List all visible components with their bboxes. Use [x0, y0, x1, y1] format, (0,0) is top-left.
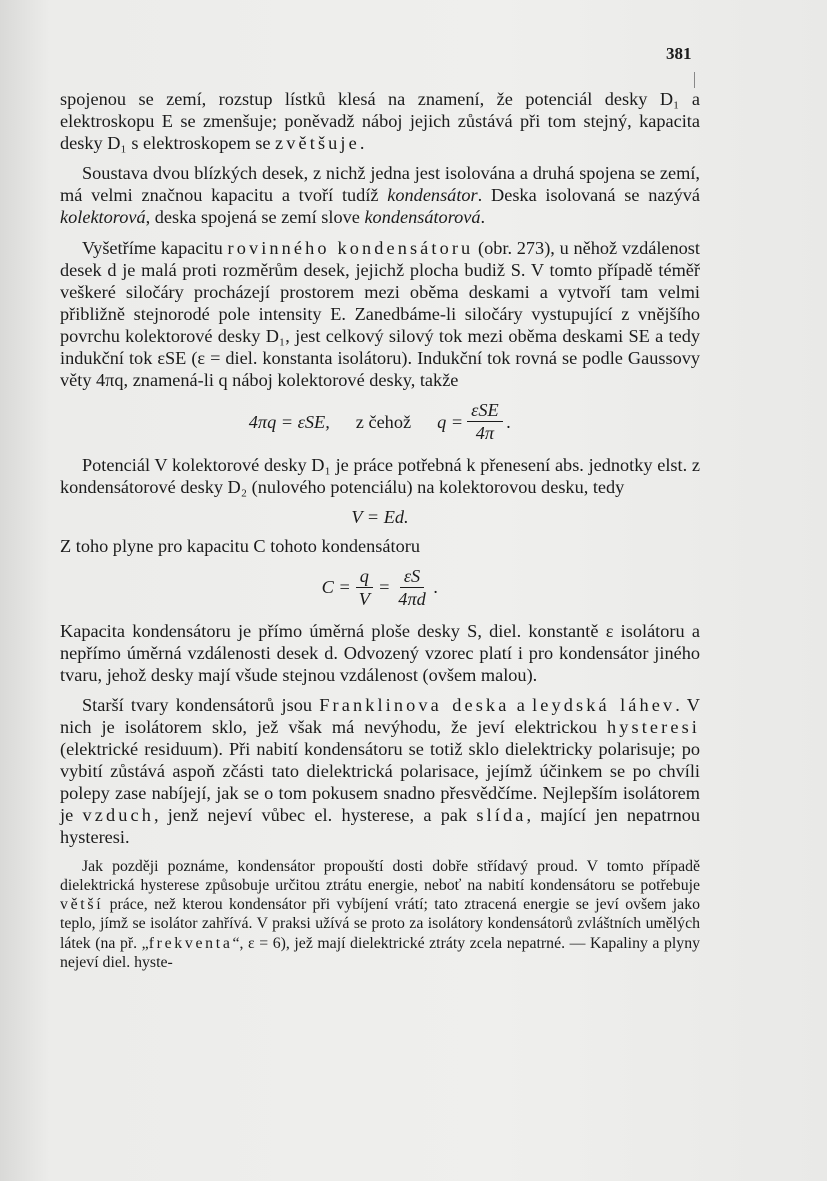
paragraph-2: Soustava dvou blízkých desek, z nichž jedna jest isolována a druhá spojena se zemí, má velmi značnou kapacitu a tvoří tudíž kondensátor. Deska isolovaná se nazývá kolektorová, deska spojená se zemí slove kondensátorová. [60, 163, 701, 228]
paragraph-5: Z toho plyne pro kapacitu C tohoto kondensátoru [60, 535, 420, 556]
paragraph-1: spojenou se zemí, rozstup lístků klesá na znamení, že potenciál desky D₁ a elektroskopu E se zmenšuje; poněvadž náboj jejich zůstává při tom stejný, kapacita desky D₁ s elektroskopem se zvětšuje. [60, 89, 700, 154]
paragraph-4: Potenciál V kolektorové desky D₁ je práce potřebná k přenesení abs. jednotky elst. z kondensátorové desky D₂ (nulového potenciálu) na kolektorovou desku, tedy [60, 455, 700, 498]
margin-mark [694, 72, 695, 88]
equation-charge: 4πq = εSE, z čehož q = $\frac{\text{εSE}}{4\pi}$ . [248, 400, 512, 444]
paragraph-7: Starší tvary kondensátorů jsou Franklinova deska a leydská láhev. V nich je isolátorem sklo, jež však má nevýhodu, že jeví elektrickou hysteresi (elektrické residuum). Při nabití kondensátoru se totiž sklo dielektricky polarisuje; po vybití zůstává aspoň zčásti tato dielektrická polarisace, jejímž účinkem se po chvíli polepy zase nabíjejí, jak se o tom pokusem snadno přesvědčíme. Nejlepším isolátorem je vzduch, jenž nejeví vůbec el. hysterese, a pak slída, mající jen nepatrnou hysteresi. [60, 694, 701, 848]
fraction: $\frac{\varepsilon S}{4\pi d}$ [398, 565, 426, 609]
equation-capacity: C = $\frac{q}{V}$ = $\frac{\varepsilon S}{4\pi d}$ . [321, 565, 439, 609]
equation-potential: V = Ed. [351, 507, 409, 528]
fraction: $\frac{q}{V}$ [355, 565, 374, 610]
page-number: 381 [666, 44, 692, 63]
page-body [60, 88, 700, 980]
paragraph-3: Vyšetříme kapacitu rovinného kondensátoru (obr. 273), u něhož vzdálenost desek d je malá proti rozměrům desek, jejichž plocha budiž S. V tomto případě téměř veškeré siločáry procházejí prostorem mezi oběma deskami a vytvoří tam velmi přibližně stejnorodé pole intensity E. Zanedbáme-li siločáry vystupující z vnějšího povrchu kolektorové desky D₁, jest celkový silový tok mezi oběma deskami SE a tedy indukční tok εSE (ε = diel. konstanta isolátoru). Indukční tok rovná se podle Gaussovy věty 4πq, znamená-li q náboj kolektorové desky, takže [60, 237, 700, 391]
paragraph-6: Kapacita kondensátoru je přímo úměrná ploše desky S, diel. konstantě ε isolátoru a nepřímo úměrná vzdálenosti desek d. Odvozený vzorec platí i pro kondensátor jiného tvaru, jehož desky mají všude stejnou vzdálenost (ovšem malou). [60, 620, 700, 685]
paragraph-8-small: Jak později poznáme, kondensátor propouští dosti dobře střídavý proud. V tomto případě dielektrická hysterese způsobuje určitou ztrátu energie, neboť na nabití kondensátoru se potřebuje větší práce, než kterou kondensátor při vybíjení vrátí; tato ztracená energie se jeví ovšem jako teplo, jímž se isolátor zahřívá. V praksi užívá se proto za isolátory kondensátorů zvláštních umělých látek (na př. „frekventa“, ε = 6), jež mají dielektrické ztráty zcela nepatrné. — Kapaliny a plyny nejeví diel. hyste- [60, 857, 700, 972]
fraction: $\frac{\text{εSE}}{4\pi}$ [467, 399, 503, 444]
